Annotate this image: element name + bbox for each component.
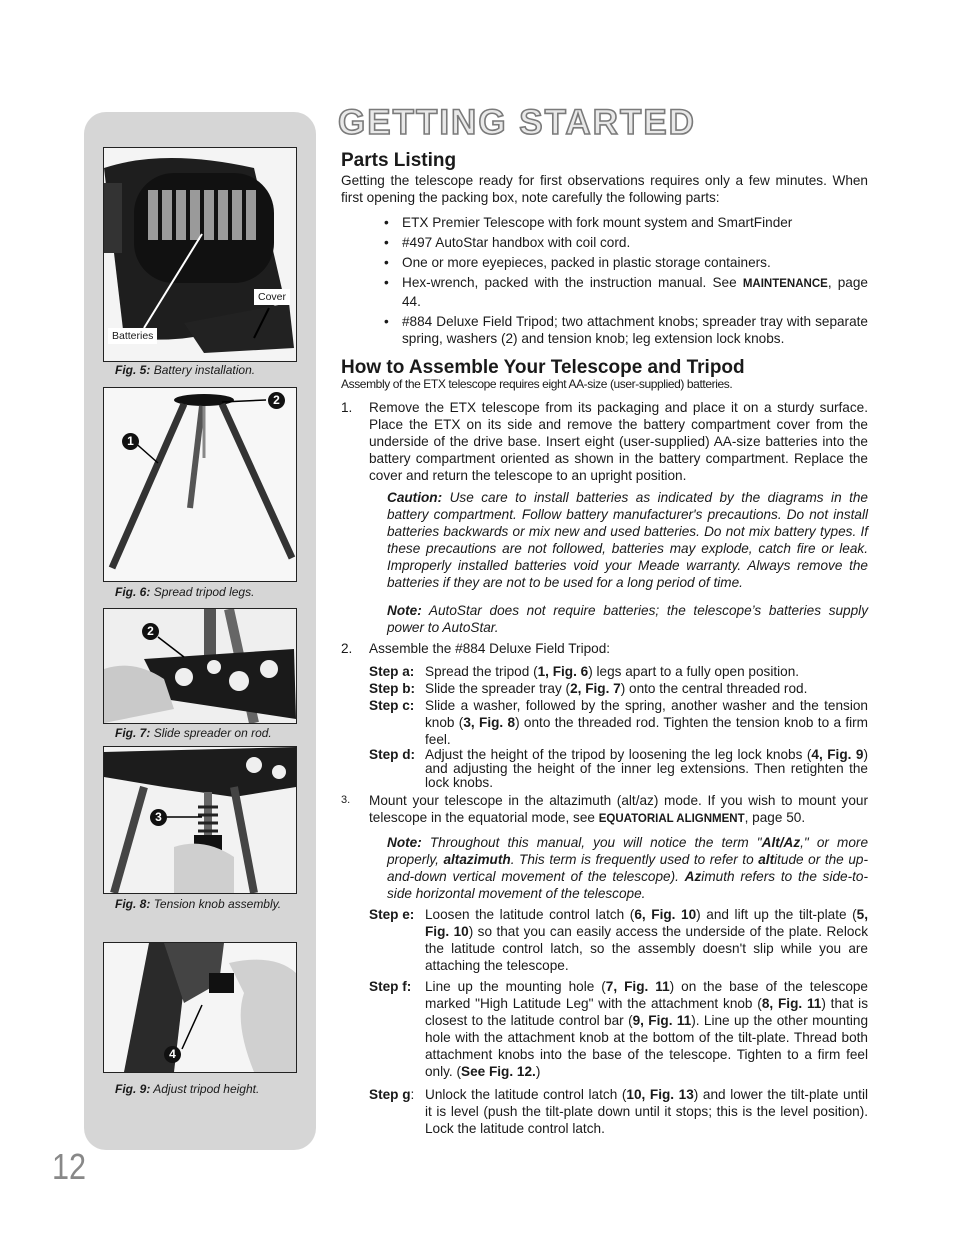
step-f: Step f: Line up the mounting hole (7, Fig. 11) on the base of the telescope marked "High Latitude Leg" with the attachment knob (8, Fig. 11) that is closest to the latitude control bar (9, Fig. 11). Line up the other mounting hole with the attachment knob at the bottom of the tilt-plate. Thread both attachment knobs into the base of the telescope. Tighten to a firm feel only. (See Fig. 12.) [369,979,869,1079]
step-1: 1. Remove the ETX telescope from its packaging and place it on a sturdy surface. Place the ETX on its side and remove the battery compartment cover from the underside of the drive base. Insert eight (user-supplied) AA-size batteries into the battery compartment oriented as shown in the battery compartment. Replace the cover and return the telescope to an upright position. [341,400,868,483]
note-autostar: Note: AutoStar does not require batteries; the telescope’s batteries supply power to AutoStar. [387,603,868,635]
batteries-label: Batteries [108,328,157,344]
step-g: Step g: Unlock the latitude control latch (10, Fig. 13) and lower the tilt-plate until it is level (push the tilt-plate down until it stops; this is the level position). Lock the latitude control latch. [369,1087,868,1136]
parts-listing-heading: Parts Listing [341,150,457,171]
figure-caption: Fig. 5: Battery installation. [115,363,256,377]
parts-intro: Getting the telescope ready for first observations requires only a few minutes. When first opening the packing box, note carefully the following parts: [341,173,868,205]
cover-label: Cover [254,289,290,305]
list-item: • Hex-wrench, packed with the instruction manual. See MAINTENANCE, page 44. [402,274,868,310]
list-item: • One or more eyepieces, packed in plastic storage containers. [402,254,868,271]
page-number: 12 [52,1146,87,1187]
step-c: Step c: Slide a washer, followed by the spring, another washer and the tension knob (3, Fig. 8) onto the threaded rod. Tighten the tension knob to a firm feel. [369,698,868,747]
figure-adjust-tripod-height [103,942,297,1073]
main-content [341,152,868,1137]
list-item: • #497 AutoStar handbox with coil cord. [402,234,868,251]
figure-caption: Fig. 9: Adjust tripod height. [115,1082,260,1096]
parts-list [341,214,868,347]
callout-4: 4 [164,1046,181,1063]
callout-3: 3 [150,809,167,826]
step-d: Step d: Adjust the height of the tripod by loosening the leg lock knobs (4, Fig. 9) and adjusting the height of the inner leg extensions. Then retighten the lock knobs. [369,747,868,790]
step-b: Step b: Slide the spreader tray (2, Fig. 7) onto the central threaded rod. [369,681,808,696]
list-item: • ETX Premier Telescope with fork mount system and SmartFinder [402,214,868,231]
callout-1: 1 [122,433,139,450]
figure-battery-installation [103,147,297,362]
step-3: 3. Mount your telescope in the altazimuth (alt/az) mode. If you wish to mount your telescope in the equatorial mode, see EQUATORIAL ALIGNMENT, page 50. [341,793,868,825]
step-a: Step a: Spread the tripod (1, Fig. 6) legs apart to a fully open position. [369,664,800,679]
callout-2: 2 [142,623,159,640]
assemble-subtitle: Assembly of the ETX telescope requires eight AA-size (user-supplied) batteries. [341,377,733,391]
step-e: Step e: Loosen the latitude control latch (6, Fig. 10) and lift up the tilt-plate (5, Fig. 10) so that you can easily access the underside of the plate. Relock the latitude control latch, so the assembly doesn't slip while you are attaching the telescope. [369,907,869,973]
figure-tension-knob [103,746,297,894]
list-item: • #884 Deluxe Field Tripod; two attachment knobs; spreader tray with separate spring, washers (2) and tension knob; leg extension lock knobs. [402,313,868,347]
step-2: 2. Assemble the #884 Deluxe Field Tripod: [341,641,611,656]
figure-slide-spreader [103,608,297,724]
tripod-steps [341,663,868,790]
figure-caption: Fig. 8: Tension knob assembly. [115,897,282,911]
note-altaz: Note: Throughout this manual, you will notice the term "Alt/Az," or more properly, altazimuth. This term is frequently used to refer to altitude or the up-and-down vertical movement of the telescope). Azimuth refers to the side-to-side horizontal movement of the telescope. [387,835,869,901]
caution-note: Caution: Use care to install batteries as indicated by the diagrams in the battery compartment. Follow battery manufacturer's precautions. Do not install batteries backwards or mix new and used batteries. Do not mix battery types. If these precautions are not followed, batteries may explode, catch fire or leak. Improperly installed batteries void your Meade warranty. Always remove the batteries if they are not to be used for a long period of time. [387,490,868,590]
section-title: GETTING STARTED [338,103,696,142]
figure-spread-tripod-legs [103,387,297,582]
figure-caption: Fig. 7: Slide spreader on rod. [115,726,272,740]
callout-2: 2 [268,392,285,409]
assemble-heading: How to Assemble Your Telescope and Tripod [341,357,745,378]
figure-caption: Fig. 6: Spread tripod legs. [115,585,255,599]
